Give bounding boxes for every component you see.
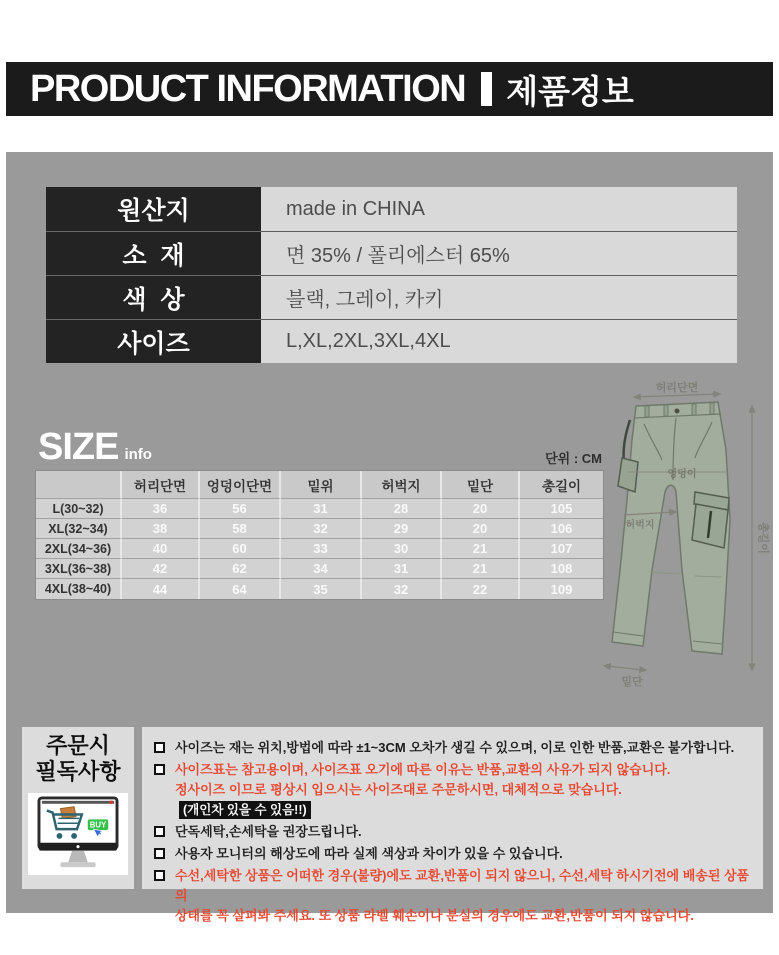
note-monitor-color — [154, 844, 753, 864]
size-cell: 105 — [520, 499, 603, 519]
note-line2: 상태를 꼭 살펴봐 주세요. 또 상품 라벨 훼손이나 분실의 경우에도 교환,반품이 되지 않습니다. — [175, 908, 694, 923]
size-cell: 28 — [362, 499, 442, 519]
spec-value-origin: made in CHINA — [261, 187, 737, 231]
size-cell: 31 — [281, 499, 362, 519]
size-row-label: 3XL(36~38) — [36, 559, 122, 579]
spec-label-color: 색 상 — [46, 275, 261, 319]
spec-label-origin: 원산지 — [46, 187, 261, 231]
size-cell: 20 — [442, 519, 520, 539]
order-notice-box — [22, 727, 134, 889]
size-table-row-2xl — [36, 539, 603, 559]
size-cell: 33 — [281, 539, 362, 559]
note-text — [175, 760, 753, 820]
size-col-header-thigh: 허벅지 — [362, 471, 442, 499]
order-notice-title — [35, 733, 120, 785]
size-cell: 38 — [122, 519, 200, 539]
size-cell: 21 — [442, 559, 520, 579]
spec-value-material: 면 35% / 폴리에스터 65% — [261, 231, 737, 275]
notice-title-line2: 필독사항 — [35, 759, 121, 784]
shopping-illustration-panel — [28, 793, 128, 875]
size-col-header-hem: 밑단 — [442, 471, 520, 499]
spec-value-size: L,XL,2XL,3XL,4XL — [261, 319, 737, 363]
size-cell: 109 — [520, 579, 603, 599]
product-spec-table — [46, 187, 737, 363]
note-line2: 정사이즈 이므로 평상시 입으시는 사이즈대로 주문하시면, 대체적으로 맞습니다. — [175, 782, 622, 797]
header-title-english: PRODUCT INFORMATION — [30, 67, 466, 110]
left-pocket — [618, 458, 638, 492]
thigh-measure-label: 허벅지 — [625, 520, 655, 531]
checkbox-icon — [154, 848, 165, 859]
unit-label: 단위 : CM — [545, 451, 602, 466]
size-table-row-xl — [36, 519, 603, 539]
size-cell: 106 — [520, 519, 603, 539]
size-title-text: SIZE — [38, 426, 119, 468]
spec-label-material: 소 재 — [46, 231, 261, 275]
size-cell: 42 — [122, 559, 200, 579]
waist-measure-label: 허리단면 — [655, 382, 699, 394]
size-row-label: XL(32~34) — [36, 519, 122, 539]
size-col-header-waist: 허리단면 — [122, 471, 200, 499]
size-cell: 36 — [122, 499, 200, 519]
checkbox-icon — [154, 870, 165, 881]
size-table-row-3xl — [36, 559, 603, 579]
waist-button — [675, 409, 680, 414]
length-measure-label: 총길이 — [757, 522, 769, 554]
size-cell: 30 — [362, 539, 442, 559]
size-cell: 35 — [281, 579, 362, 599]
monitor-cart-icon — [30, 794, 126, 874]
size-row-label: 4XL(38~40) — [36, 579, 122, 599]
size-cell: 58 — [200, 519, 281, 539]
note-size-chart-reference — [154, 760, 753, 820]
size-cell: 40 — [122, 539, 200, 559]
checkbox-icon — [154, 742, 165, 753]
size-title-info: info — [124, 446, 152, 463]
product-information-header — [6, 62, 773, 116]
size-cell: 56 — [200, 499, 281, 519]
size-cell: 29 — [362, 519, 442, 539]
size-col-header-length: 총길이 — [520, 471, 603, 499]
size-cell: 108 — [520, 559, 603, 579]
spec-value-color: 블랙, 그레이, 카키 — [261, 275, 737, 319]
note-repair-exchange — [154, 866, 753, 926]
size-col-header — [36, 471, 122, 499]
size-cell: 107 — [520, 539, 603, 559]
spec-row-size — [46, 319, 737, 363]
size-cell: 31 — [362, 559, 442, 579]
header-separator-bar — [481, 72, 492, 106]
size-cell: 32 — [281, 519, 362, 539]
size-row-label: 2XL(34~36) — [36, 539, 122, 559]
size-cell: 20 — [442, 499, 520, 519]
size-cell: 44 — [122, 579, 200, 599]
size-row-label: L(30~32) — [36, 499, 122, 519]
size-table-header-row — [36, 471, 603, 499]
order-notes-box — [142, 727, 763, 923]
size-cell: 22 — [442, 579, 520, 599]
individual-difference-badge: (개인차 있을 수 있음!!) — [179, 801, 311, 819]
size-cell: 60 — [200, 539, 281, 559]
buy-button-label: BUY — [89, 820, 107, 830]
cart-box — [60, 807, 76, 819]
size-cell: 62 — [200, 559, 281, 579]
hem-measure-label: 밑단 — [621, 676, 643, 688]
size-table-row-4xl — [36, 579, 603, 599]
size-cell: 32 — [362, 579, 442, 599]
note-size-tolerance — [154, 738, 753, 758]
note-text — [175, 866, 753, 926]
spec-row-material — [46, 231, 737, 275]
size-col-header-rise: 밑위 — [281, 471, 362, 499]
size-table-row-l — [36, 499, 603, 519]
pants-illustration — [600, 380, 779, 705]
checkbox-icon — [154, 826, 165, 837]
note-line1: 수선,세탁한 상품은 어떠한 경우(불량)에도 교환,반품이 되지 않으니, 수선,세탁 하시기전에 배송된 상품의 — [175, 868, 750, 903]
spec-row-color — [46, 275, 737, 319]
note-washing — [154, 822, 753, 842]
spec-row-origin — [46, 187, 737, 231]
note-text: 사이즈는 재는 위치,방법에 따라 ±1~3CM 오차가 생길 수 있으며, 이로 인한 반품,교환은 불가합니다. — [175, 740, 735, 755]
note-text: 단독세탁,손세탁을 권장드립니다. — [175, 824, 362, 839]
size-cell: 21 — [442, 539, 520, 559]
size-cell: 64 — [200, 579, 281, 599]
product-info-panel — [6, 152, 773, 923]
size-chart-table — [35, 470, 604, 600]
note-line1: 사이즈표는 참고용이며, 사이즈표 오기에 따른 이유는 반품,교환의 사유가 되지 않습니다. — [175, 762, 671, 777]
spec-label-size: 사이즈 — [46, 319, 261, 363]
notice-title-line1: 주문시 — [46, 733, 110, 758]
header-title-korean: 제품정보 — [506, 72, 634, 110]
hip-measure-label: 엉덩이 — [667, 469, 697, 480]
note-text: 사용자 모니터의 해상도에 따라 실제 색상과 차이가 있을 수 있습니다. — [175, 846, 563, 861]
monitor-red-dot — [109, 801, 113, 805]
checkbox-icon — [154, 764, 165, 775]
size-col-header-hip: 엉덩이단면 — [200, 471, 281, 499]
size-cell: 34 — [281, 559, 362, 579]
